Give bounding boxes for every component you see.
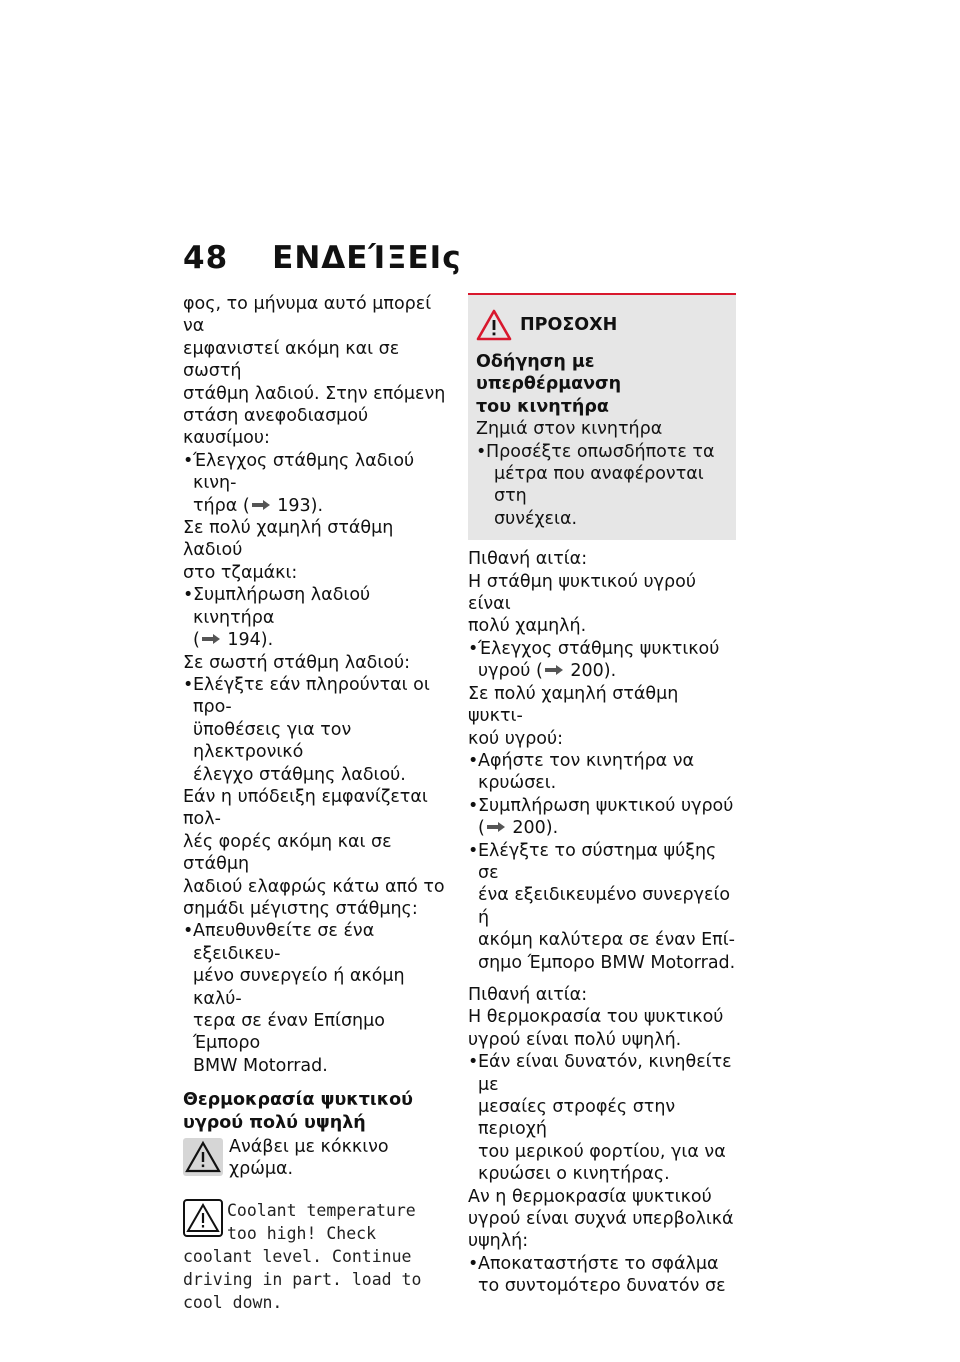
bullet-line: • Προσέξτε οπωσδήποτε τα xyxy=(486,441,715,462)
caution-bullet xyxy=(476,441,728,531)
text-line: Σε σωστή στάθμη λαδιού: xyxy=(183,652,411,673)
page-reference-arrow-icon xyxy=(487,822,505,832)
page-link[interactable]: 200). xyxy=(564,661,617,682)
display-line: driving in part. load to xyxy=(183,1269,422,1289)
page-title: ΕΝΔΕΊΞΕΙς xyxy=(272,240,462,276)
bullet-line: μένο συνεργείο ή ακόμη καλύ- xyxy=(193,966,405,1009)
caution-triangle-icon xyxy=(476,309,512,341)
bullet-line: του μερικού φορτίου, για να xyxy=(478,1141,726,1162)
bullet-line: κρυώσει ο κινητήρας. xyxy=(478,1164,670,1185)
bullet-line: • Ελέγξτε το σύστημα ψύξης σε xyxy=(478,840,717,883)
caution-box xyxy=(468,293,736,540)
bullet-line: μέτρα που αναφέρονται στη xyxy=(494,464,704,507)
display-line: coolant level. Continue xyxy=(183,1246,412,1266)
bullet-item xyxy=(183,450,447,517)
caution-text: Ζημιά στον κινητήρα xyxy=(476,419,663,440)
bullet-line: μεσαίες στροφές στην περιοχή xyxy=(478,1097,676,1140)
bullet-item xyxy=(468,750,738,795)
left-column xyxy=(183,293,447,1314)
page-link[interactable]: 193). xyxy=(271,495,324,516)
bullet-line xyxy=(193,495,447,517)
bullet-line: BMW Motorrad. xyxy=(193,1055,328,1076)
text-line: Σε πολύ χαμηλή στάθμη λαδιού xyxy=(183,518,394,561)
display-line: cool down. xyxy=(183,1292,283,1312)
cause-label: Πιθανή αιτία: xyxy=(468,984,588,1005)
text: τήρα ( xyxy=(193,495,250,516)
page-reference-arrow-icon xyxy=(545,665,563,675)
bullet-item xyxy=(468,1253,738,1298)
bullet-line: συνέχεια. xyxy=(494,508,578,529)
bullet-line xyxy=(193,629,447,651)
text-line: υγρού είναι συχνά υπερβολικά xyxy=(468,1209,734,1230)
bullet-line: • Έλεγχος στάθμης ψυκτικού xyxy=(478,638,720,659)
text: ( xyxy=(478,818,485,839)
bullet-line: ϋποθέσεις για τον ηλεκτρονικό xyxy=(193,719,352,763)
bullet-line: • Απευθυνθείτε σε ένα εξειδικευ- xyxy=(193,921,375,964)
bullet-line: • Έλεγχος στάθμης λαδιού κινη- xyxy=(193,450,415,494)
bullet-line: κρυώσει. xyxy=(478,773,557,794)
caution-bold-line: του κινητήρα xyxy=(476,396,609,417)
text-line: πολύ χαμηλή. xyxy=(468,616,587,637)
bullet-line: σημο Έμπορο BMW Motorrad. xyxy=(478,952,736,973)
caution-bold-line: Οδήγηση με υπερθέρμανση xyxy=(476,352,622,395)
bullet-item xyxy=(183,584,447,651)
bullet-line: έλεγχο στάθμης λαδιού. xyxy=(193,764,406,785)
page-header xyxy=(183,240,462,276)
bullet-item xyxy=(468,795,738,840)
section-heading xyxy=(183,1089,447,1134)
text-line: Η θερμοκρασία του ψυκτικού xyxy=(468,1007,724,1028)
bullet-line: • Αποκαταστήστε το σφάλμα xyxy=(478,1253,719,1274)
warning-display-icon xyxy=(183,1199,223,1237)
warning-light-icon xyxy=(183,1138,223,1176)
bullet-line: τερα σε έναν Επίσημο Έμπορο xyxy=(193,1011,385,1054)
intro-line: φος, το μήνυμα αυτό μπορεί να xyxy=(183,294,432,337)
intro-line: στάθμη λαδιού. Στην επόμενη xyxy=(183,383,446,404)
caution-bold xyxy=(476,351,728,418)
bullet-item xyxy=(468,638,738,683)
right-column xyxy=(468,293,738,1298)
text-line: Αν η θερμοκρασία ψυκτικού xyxy=(468,1186,712,1207)
text-line: υψηλή: xyxy=(468,1231,529,1252)
bullet-line: • Συμπλήρωση ψυκτικού υγρού xyxy=(478,795,734,816)
text-line: Εάν η υπόδειξη εμφανίζεται πολ- xyxy=(183,786,428,830)
bullet-line: ένα εξειδικευμένο συνεργείο ή xyxy=(478,885,731,928)
bullet-line: το συντομότερο δυνατόν σε xyxy=(478,1276,726,1297)
display-line: too high! Check xyxy=(227,1223,377,1243)
text-line: κού υγρού: xyxy=(468,728,564,749)
bullet-item xyxy=(468,1051,738,1185)
display-line: Coolant temperature xyxy=(227,1200,416,1220)
heading-line: υγρού πολύ υψηλή xyxy=(183,1112,366,1133)
bullet-item xyxy=(183,920,447,1077)
bullet-line: ακόμη καλύτερα σε έναν Επί- xyxy=(478,930,735,951)
page-link[interactable]: 194). xyxy=(221,630,274,651)
text-line: λαδιού ελαφρώς κάτω από το xyxy=(183,876,445,897)
bullet-line: • Αφήστε τον κινητήρα να xyxy=(478,750,695,771)
text-line: Σε πολύ χαμηλή στάθμη ψυκτι- xyxy=(468,683,679,727)
bullet-line xyxy=(478,660,738,682)
caution-title-text: ΠΡΟΣΟΧΗ xyxy=(520,314,618,335)
caution-title xyxy=(476,309,728,341)
bullet-item xyxy=(183,674,447,786)
bullet-item xyxy=(468,840,738,974)
bullet-line: • Εάν είναι δυνατόν, κινηθείτε με xyxy=(478,1052,732,1095)
page-reference-arrow-icon xyxy=(202,634,220,644)
bullet-line: • Ελέγξτε εάν πληρούνται οι προ- xyxy=(193,674,430,718)
text: ( xyxy=(193,630,200,651)
text-line: σημάδι μέγιστης στάθμης: xyxy=(183,898,418,919)
cause-label: Πιθανή αιτία: xyxy=(468,549,588,570)
page-link[interactable]: 200). xyxy=(506,818,559,839)
warning-light-row xyxy=(183,1136,447,1181)
warning-light-text: Ανάβει με κόκκινο χρώμα. xyxy=(229,1137,389,1180)
intro-line: στάση ανεφοδιασμού καυσίμου: xyxy=(183,406,369,449)
text-line: στο τζαμάκι: xyxy=(183,562,298,583)
bullet-line xyxy=(478,817,738,839)
text: υγρού ( xyxy=(478,661,543,682)
page-number: 48 xyxy=(183,240,229,276)
text-line: Η στάθμη ψυκτικού υγρού είναι xyxy=(468,571,696,615)
page-reference-arrow-icon xyxy=(252,500,270,510)
text-line: υγρού είναι πολύ υψηλή. xyxy=(468,1029,682,1050)
text-line: λές φορές ακόμη και σε στάθμη xyxy=(183,831,392,875)
display-message xyxy=(183,1199,447,1314)
heading-line: Θερμοκρασία ψυκτικού xyxy=(183,1090,413,1111)
intro-line: εμφανιστεί ακόμη και σε σωστή xyxy=(183,338,400,382)
bullet-line: • Συμπλήρωση λαδιού κινητήρα xyxy=(193,585,371,628)
